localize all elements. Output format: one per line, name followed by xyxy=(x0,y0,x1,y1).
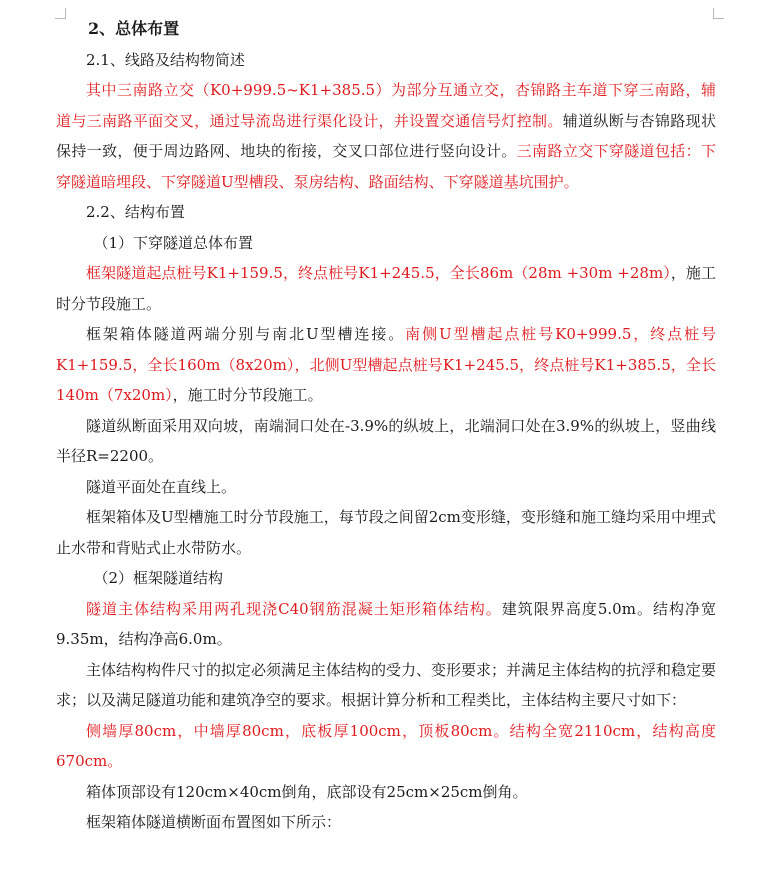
body-text: 框架箱体隧道两端分别与南北U型槽连接。 xyxy=(86,325,406,343)
body-text: ，施工时分节段施工。 xyxy=(172,386,323,404)
highlight-text: 三南路立交下穿隧道包括：下穿隧道暗埋段、下穿隧道U型槽段、泵房结构、路面结构、下穿隧道基坑围护。 xyxy=(56,142,716,191)
paragraph-frame-tunnel-chainage xyxy=(56,258,716,319)
sub-heading-tunnel-layout: （1）下穿隧道总体布置 xyxy=(93,233,254,252)
paragraph-route-overview xyxy=(56,75,716,197)
paragraph-dimensions: 侧墙厚80cm，中墙厚80cm，底板厚100cm，顶板80cm。结构全宽2110cm，结构高度670cm。 xyxy=(56,721,716,770)
body-text: 辅道纵断与杏锦路现状保持一致，便于周边路网、地块的衔接，交叉口部位进行竖向设计。 xyxy=(56,111,716,160)
paragraph-longitudinal: 隧道纵断面采用双向坡，南端洞口处在-3.9%的纵坡上，北端洞口处在3.9%的纵坡上，竖曲线半径R=2200。 xyxy=(56,416,716,465)
paragraph-plan: 隧道平面处在直线上。 xyxy=(86,477,237,496)
highlight-text: 框架隧道起点桩号K1+159.5，终点桩号K1+245.5，全长86m（28m +30m +28m） xyxy=(86,264,671,282)
paragraph-joints: 框架箱体及U型槽施工时分节段施工，每节段之间留2cm变形缝，变形缝和施工缝均采用中埋式止水带和背贴式止水带防水。 xyxy=(56,508,716,557)
subsection-title-2-1: 2.1、线路及结构物简述 xyxy=(86,50,245,69)
paragraph-u-trough xyxy=(56,319,716,411)
document-page xyxy=(56,14,716,838)
paragraph-structure-type xyxy=(56,594,716,655)
highlight-text: 南侧U型槽起点桩号K0+999.5，终点桩号K1+159.5，全长160m（8x20m），北侧U型槽起点桩号K1+245.5，终点桩号K1+385.5，全长140m（7x20m） xyxy=(56,325,716,404)
body-text: ，施工时分节段施工。 xyxy=(56,264,716,313)
paragraph-requirements: 主体结构构件尺寸的拟定必须满足主体结构的受力、变形要求；并满足主体结构的抗浮和稳定要求；以及满足隧道功能和建筑净空的要求。根据计算分析和工程类比，主体结构主要尺寸如下： xyxy=(56,660,717,709)
paragraph-chamfers: 箱体顶部设有120cm×40cm倒角，底部设有25cm×25cm倒角。 xyxy=(86,782,528,801)
subsection-title-2-2: 2.2、结构布置 xyxy=(86,203,185,221)
paragraph-cross-section-intro: 框架箱体隧道横断面布置图如下所示： xyxy=(86,813,342,831)
highlight-text: 其中三南路立交（K0+999.5~K1+385.5）为部分互通立交，杏锦路主车道下穿三南路，辅道与三南路平面交叉，通过导流岛进行渠化设计，并设置交通信号灯控制。 xyxy=(56,81,716,130)
highlight-text: 隧道主体结构采用两孔现浇C40钢筋混凝土矩形箱体结构。 xyxy=(86,599,502,618)
section-heading: 2、总体布置 xyxy=(88,19,180,38)
body-text: 建筑限界高度5.0m。结构净宽9.35m，结构净高6.0m。 xyxy=(56,599,716,648)
sub-heading-frame-structure: （2）框架隧道结构 xyxy=(93,569,224,587)
